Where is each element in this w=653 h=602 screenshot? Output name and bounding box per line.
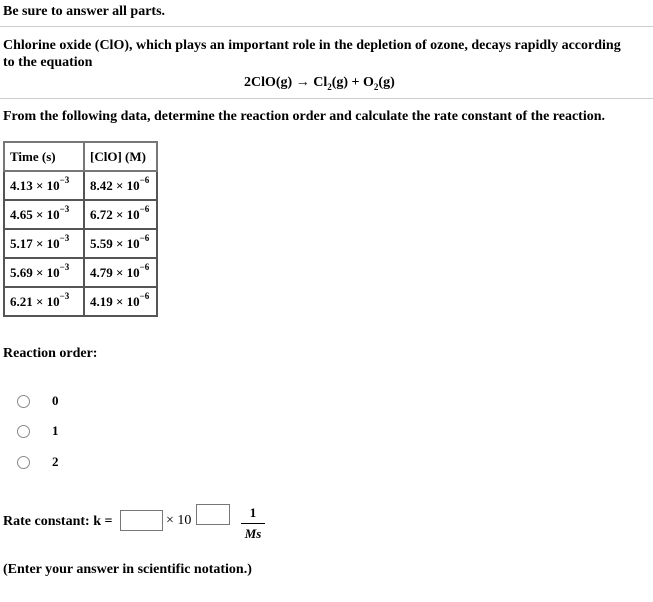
times-ten-text: × 10 — [166, 513, 192, 528]
table-row — [4, 200, 157, 229]
subscript: 2 — [327, 81, 332, 92]
divider — [0, 98, 653, 99]
equation-product-1-state: (g) + O — [331, 75, 374, 90]
order-option-label: 2 — [52, 454, 59, 469]
equation-product-2-state: (g) — [378, 75, 395, 90]
table-row — [4, 258, 157, 287]
reaction-order-label: Reaction order: — [3, 346, 98, 361]
time-cell: $5.17 \times 10^{-3}$ — [4, 229, 84, 258]
scientific-notation-note: (Enter your answer in scientific notation.) — [3, 562, 252, 577]
order-radio-1[interactable] — [17, 425, 30, 438]
reaction-equation — [244, 75, 395, 91]
concentration-cell: $4.79 \times 10^{-6}$ — [84, 258, 157, 287]
time-cell: $4.65 \times 10^{-3}$ — [4, 200, 84, 229]
problem-line-1: Chlorine oxide (ClO), which plays an important role in the depletion of ozone, decays rapidly according — [3, 38, 621, 53]
concentration-cell: $6.72 \times 10^{-6}$ — [84, 200, 157, 229]
instruction-text: Be sure to answer all parts. — [3, 4, 166, 19]
time-cell: $6.21 \times 10^{-3}$ — [4, 287, 84, 316]
divider — [0, 26, 653, 27]
table-row — [4, 229, 157, 258]
concentration-cell: $8.42 \times 10^{-6}$ — [84, 171, 157, 200]
column-header-time: Time (s) — [4, 142, 84, 171]
concentration-cell: $4.19 \times 10^{-6}$ — [84, 287, 157, 316]
order-option-label: 1 — [52, 423, 59, 438]
table-header-row — [4, 142, 157, 171]
problem-line-2: to the equation — [3, 55, 93, 70]
unit-numerator: 1 — [249, 505, 257, 520]
rate-mantissa-input[interactable] — [120, 510, 163, 531]
rate-constant-label: Rate constant: k = — [3, 514, 113, 529]
task-text: From the following data, determine the reaction order and calculate the rate constant of the reaction. — [3, 109, 606, 124]
fraction-bar — [241, 523, 265, 524]
concentration-cell: $5.59 \times 10^{-6}$ — [84, 229, 157, 258]
order-radio-0[interactable] — [17, 395, 30, 408]
arrow-icon: → — [295, 75, 310, 90]
order-radio-2[interactable] — [17, 456, 30, 469]
rate-unit-fraction — [241, 505, 265, 542]
order-option-label: 0 — [52, 393, 59, 408]
time-cell: $4.13 \times 10^{-3}$ — [4, 171, 84, 200]
time-cell: $5.69 \times 10^{-3}$ — [4, 258, 84, 287]
equation-reactant: 2ClO(g) — [244, 75, 293, 90]
rate-exponent-input[interactable] — [196, 504, 230, 525]
column-header-concentration: [ClO] (M) — [84, 142, 157, 171]
equation-product-1: Cl — [313, 75, 328, 90]
unit-denominator: Ms — [244, 526, 262, 541]
table-row — [4, 287, 157, 316]
data-table — [3, 141, 158, 317]
table-row — [4, 171, 157, 200]
subscript: 2 — [373, 81, 379, 92]
